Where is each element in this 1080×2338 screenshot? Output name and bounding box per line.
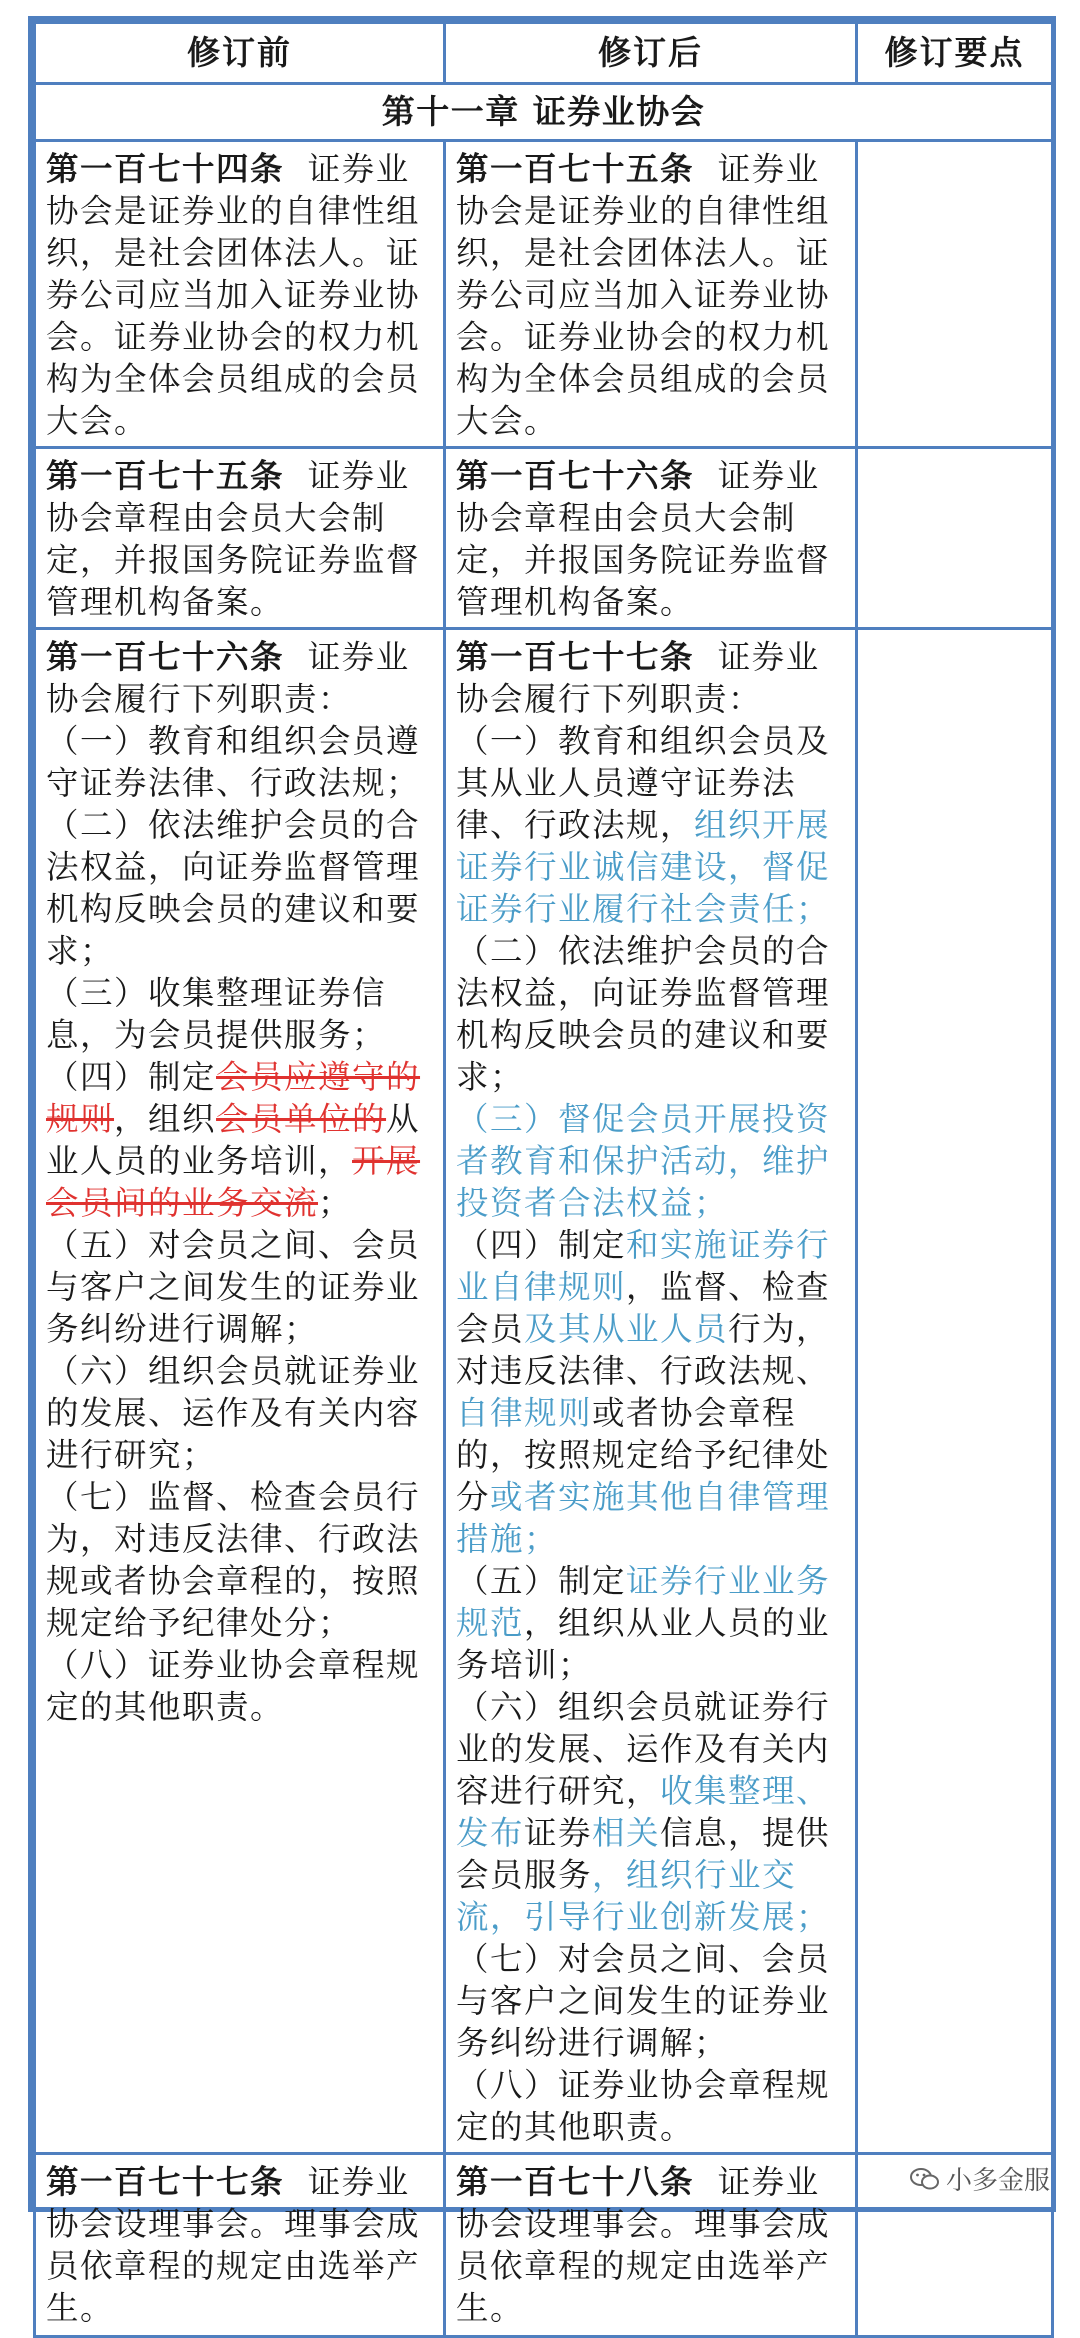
added-text: 及其从业人员 bbox=[524, 1310, 729, 1348]
duty-item bbox=[456, 1224, 849, 1560]
cell-before bbox=[35, 2154, 445, 2337]
duty-item: （二）依法维护会员的合法权益，向证券监督管理机构反映会员的建议和要求； bbox=[456, 932, 831, 1096]
article-text: 证券业协会章程由会员大会制定，并报国务院证券监督管理机构备案。 bbox=[46, 457, 421, 621]
comparison-table-frame bbox=[28, 16, 1056, 2327]
article-number: 第一百七十六条 bbox=[456, 457, 695, 495]
article-number: 第一百七十七条 bbox=[456, 638, 695, 676]
deleted-text: 会员单位的 bbox=[216, 1100, 387, 1138]
cell-after bbox=[445, 629, 857, 2154]
article-number: 第一百七十七条 bbox=[46, 2163, 285, 2201]
duty-item: （七）监督、检查会员行为，对违反法律、行政法规或者协会章程的，按照规定给予纪律处分； bbox=[46, 1478, 421, 1642]
duty-text: ，监督、检查会员 bbox=[456, 1268, 831, 1348]
added-text: （三）督促会员开展投资者教育和保护活动，维护投资者合法权益； bbox=[456, 1100, 831, 1222]
added-text: 组织开展证券行业诚信建设，督促证券行业履行社会责任； bbox=[456, 806, 831, 928]
added-text: 或者实施其他自律管理措施； bbox=[456, 1478, 831, 1558]
cell-points bbox=[857, 141, 1053, 448]
cell-points bbox=[857, 629, 1053, 2154]
header-after: 修订后 bbox=[445, 23, 857, 84]
comparison-table bbox=[33, 21, 1054, 2338]
cell-after bbox=[445, 2154, 857, 2337]
duty-item bbox=[456, 720, 849, 930]
duty-text: ，组织 bbox=[114, 1100, 217, 1138]
cell-points bbox=[857, 448, 1053, 629]
duty-text: 或者协会章程的，按照规定给予纪律处分 bbox=[456, 1394, 831, 1516]
duty-text: 从业人员的业务培训， bbox=[46, 1100, 421, 1180]
added-text: 和实施证券行业自律规则 bbox=[456, 1226, 831, 1306]
duty-item: （二）依法维护会员的合法权益，向证券监督管理机构反映会员的建议和要求； bbox=[46, 806, 421, 970]
article-text: 证券业协会设理事会。理事会成员依章程的规定由选举产生。 bbox=[46, 2163, 421, 2327]
article-number: 第一百七十五条 bbox=[456, 150, 695, 188]
deleted-text: 开展会员间的业务交流 bbox=[46, 1142, 421, 1222]
duty-text: （四）制定 bbox=[456, 1226, 627, 1264]
article-text: 证券业协会是证券业的自律性组织，是社会团体法人。证券公司应当加入证券业协会。证券业协会的权力机构为全体会员组成的会员大会。 bbox=[46, 150, 421, 440]
article-text: 证券业协会设理事会。理事会成员依章程的规定由选举产生。 bbox=[456, 2163, 831, 2327]
duty-item bbox=[456, 1686, 849, 1938]
duty-text: （五）制定 bbox=[456, 1562, 627, 1600]
header-points: 修订要点 bbox=[857, 23, 1053, 84]
article-text: 证券业协会是证券业的自律性组织，是社会团体法人。证券公司应当加入证券业协会。证券业协会的权力机构为全体会员组成的会员大会。 bbox=[456, 150, 831, 440]
cell-before bbox=[35, 448, 445, 629]
article-intro: 证券业协会履行下列职责： bbox=[46, 638, 410, 718]
watermark bbox=[910, 2160, 1050, 2197]
duty-text: （六）组织会员就证券行业的发展、运作及有关内容进行研究， bbox=[456, 1688, 831, 1810]
duty-item: （一）教育和组织会员遵守证券法律、行政法规； bbox=[46, 722, 421, 802]
duty-text: 行为，对违反法律、行政法规、 bbox=[456, 1310, 831, 1390]
article-number: 第一百七十六条 bbox=[46, 638, 285, 676]
duty-text: （四）制定 bbox=[46, 1058, 217, 1096]
duty-item bbox=[456, 1560, 849, 1686]
deleted-text: 会员应遵守的规则 bbox=[46, 1058, 421, 1138]
watermark-text: 小多金服 bbox=[945, 2166, 1050, 2196]
added-text: 自律规则 bbox=[456, 1394, 593, 1432]
added-text: ，组织行业交流，引导行业创新发展； bbox=[456, 1856, 831, 1936]
duty-text: （一）教育和组织会员及其从业人员遵守证券法律、行政法规， bbox=[456, 722, 831, 844]
duty-item: （八）证券业协会章程规定的其他职责。 bbox=[456, 2066, 831, 2146]
cell-after bbox=[445, 448, 857, 629]
header-row bbox=[35, 23, 1053, 84]
duty-item: （六）组织会员就证券业的发展、运作及有关内容进行研究； bbox=[46, 1352, 421, 1474]
article-number: 第一百七十五条 bbox=[46, 457, 285, 495]
duty-item: （五）对会员之间、会员与客户之间发生的证券业务纠纷进行调解； bbox=[46, 1226, 421, 1348]
cell-before bbox=[35, 141, 445, 448]
duty-item bbox=[46, 1056, 437, 1224]
wechat-icon bbox=[910, 2167, 940, 2191]
duty-item: （三）收集整理证券信息，为会员提供服务； bbox=[46, 974, 387, 1054]
article-number: 第一百七十八条 bbox=[456, 2163, 695, 2201]
header-before: 修订前 bbox=[35, 23, 445, 84]
duty-text: 信息，提供会员服务 bbox=[456, 1814, 831, 1894]
chapter-row bbox=[35, 84, 1053, 141]
cell-after bbox=[445, 141, 857, 448]
added-text: 收集整理、发布 bbox=[456, 1772, 831, 1852]
chapter-title: 第十一章 证券业协会 bbox=[35, 84, 1053, 141]
added-text: 相关 bbox=[592, 1814, 661, 1852]
table-row bbox=[35, 2154, 1053, 2337]
article-text: 证券业协会章程由会员大会制定，并报国务院证券监督管理机构备案。 bbox=[456, 457, 831, 621]
cell-before bbox=[35, 629, 445, 2154]
duty-text: ； bbox=[318, 1184, 353, 1222]
duty-text: ，组织从业人员的业务培训； bbox=[456, 1604, 831, 1684]
duty-item: （八）证券业协会章程规定的其他职责。 bbox=[46, 1646, 421, 1726]
article-number: 第一百七十四条 bbox=[46, 150, 285, 188]
table-row bbox=[35, 629, 1053, 2154]
duty-item: （七）对会员之间、会员与客户之间发生的证券业务纠纷进行调解； bbox=[456, 1940, 831, 2062]
duty-text: 证券 bbox=[524, 1814, 593, 1852]
article-intro: 证券业协会履行下列职责： bbox=[456, 638, 820, 718]
table-row bbox=[35, 448, 1053, 629]
table-row bbox=[35, 141, 1053, 448]
added-text: 证券行业业务规范 bbox=[456, 1562, 831, 1642]
